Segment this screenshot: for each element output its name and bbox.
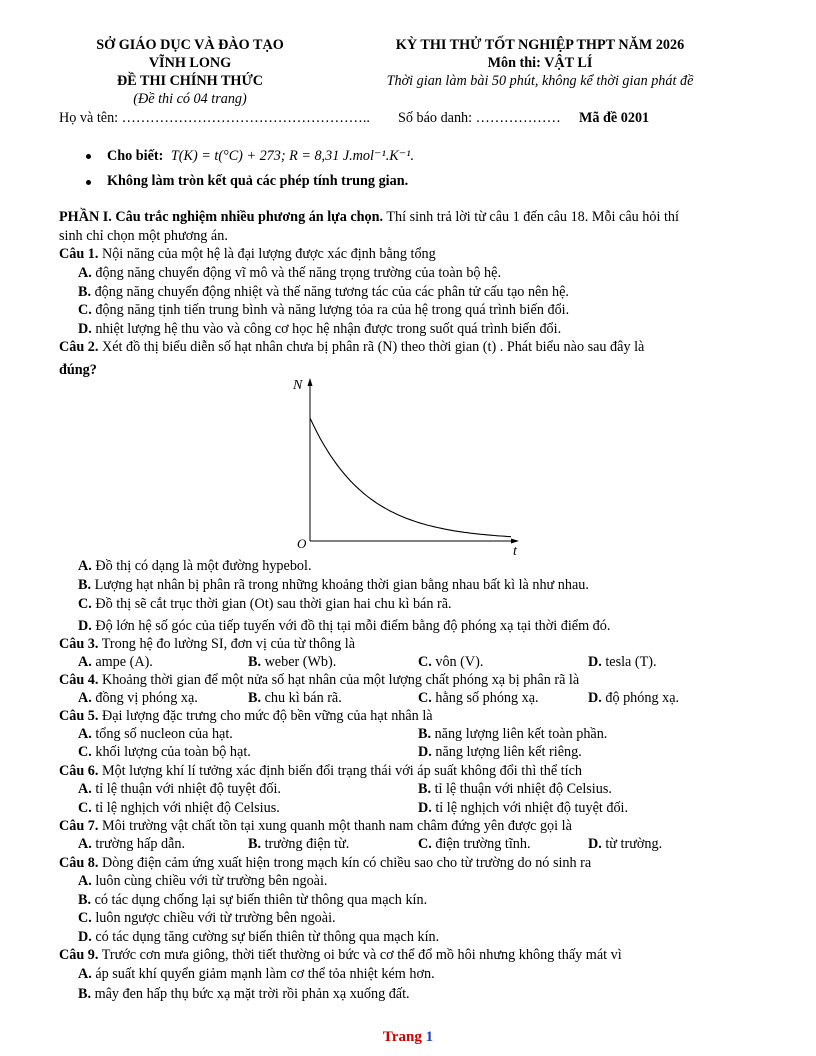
- q3-option-d[interactable]: [588, 654, 657, 671]
- q1-option-c[interactable]: [78, 302, 569, 319]
- option-label: A.: [78, 726, 92, 742]
- question-number: Câu 5.: [59, 708, 99, 724]
- option-label: A.: [78, 265, 92, 281]
- option-text: động năng tịnh tiến trung bình và năng lượng tỏa ra của hệ trong quá trình biến đổi.: [95, 302, 570, 318]
- option-label: C.: [78, 910, 92, 926]
- page-footer: [0, 1029, 816, 1046]
- question-number: Câu 4.: [59, 672, 99, 688]
- q4-option-a[interactable]: [78, 690, 198, 707]
- option-label: A.: [78, 836, 92, 852]
- q8-option-c[interactable]: [78, 910, 336, 927]
- question-number: Câu 1.: [59, 246, 99, 262]
- q8-option-a[interactable]: [78, 873, 327, 890]
- option-label: D.: [418, 744, 432, 760]
- question-number: Câu 6.: [59, 763, 99, 779]
- option-text: áp suất khí quyển giảm mạnh làm cơ thể tỏa nhiệt kém hơn.: [95, 966, 435, 982]
- option-label: A.: [78, 690, 92, 706]
- option-text: mây đen hấp thụ bức xạ mặt trời rồi phản xạ xuống đất.: [94, 986, 410, 1002]
- q3-option-c[interactable]: [418, 654, 483, 671]
- exam-title: KỲ THI THỬ TỐT NGHIỆP THPT NĂM 2026: [395, 37, 685, 53]
- bullet-icon: [86, 180, 91, 185]
- q3-option-a[interactable]: [78, 654, 153, 671]
- q1-option-b[interactable]: [78, 284, 569, 301]
- q5-option-a[interactable]: [78, 726, 233, 743]
- q1-option-d[interactable]: [78, 321, 561, 338]
- question-number: Câu 7.: [59, 818, 99, 834]
- page-label: Trang: [382, 1029, 422, 1045]
- q2-option-d[interactable]: [78, 618, 610, 635]
- q6-option-a[interactable]: [78, 781, 281, 798]
- option-label: B.: [78, 892, 92, 908]
- option-label: B.: [418, 726, 432, 742]
- option-text: năng lượng liên kết toàn phần.: [434, 726, 608, 742]
- section-heading: [59, 209, 679, 226]
- option-label: A.: [78, 966, 92, 982]
- option-text: luôn cùng chiều với từ trường bên ngoài.: [95, 873, 328, 889]
- option-text: tesla (T).: [605, 654, 657, 670]
- q7-option-a[interactable]: [78, 836, 185, 853]
- option-label: C.: [78, 800, 92, 816]
- option-text: động năng chuyển động vĩ mô và thế năng trọng trường của toàn bộ hệ.: [95, 265, 501, 281]
- section-instructions: Thí sinh trả lời từ câu 1 đến câu 18. Mỗi câu hỏi thí: [386, 209, 679, 225]
- option-label: C.: [78, 596, 92, 612]
- q4-option-c[interactable]: [418, 690, 539, 707]
- q7-option-c[interactable]: [418, 836, 531, 853]
- question-3: [59, 636, 355, 653]
- question-text: Một lượng khí lí tưởng xác định biến đổi trạng thái với áp suất không đổi thì thể tích: [101, 763, 582, 779]
- q6-option-c[interactable]: [78, 800, 280, 817]
- option-text: trường hấp dẫn.: [95, 836, 185, 852]
- exam-status: ĐỀ THI CHÍNH THỨC: [117, 73, 263, 89]
- option-text: năng lượng liên kết riêng.: [435, 744, 582, 760]
- question-9: [59, 947, 622, 964]
- option-text: điện trường tĩnh.: [435, 836, 531, 852]
- option-label: C.: [78, 744, 92, 760]
- candidate-name-field: Họ và tên: ……………………………………………..: [59, 110, 370, 126]
- x-axis-arrow-icon: [511, 539, 519, 544]
- question-6: [59, 763, 582, 780]
- exam-code: Mã đề 0201: [579, 110, 650, 126]
- option-label: A.: [78, 781, 92, 797]
- q9-option-b[interactable]: [78, 986, 410, 1003]
- question-8: [59, 855, 591, 872]
- q6-option-b[interactable]: [418, 781, 612, 798]
- option-text: weber (Wb).: [264, 654, 337, 670]
- candidate-id-field: Số báo danh: ………………: [398, 110, 561, 126]
- q9-option-a[interactable]: [78, 966, 435, 983]
- q8-option-b[interactable]: [78, 892, 427, 909]
- y-axis-arrow-icon: [308, 378, 313, 386]
- option-label: D.: [78, 929, 92, 945]
- origin-label: O: [297, 536, 307, 551]
- question-number: Câu 8.: [59, 855, 99, 871]
- option-label: A.: [78, 873, 92, 889]
- option-label: A.: [78, 654, 92, 670]
- option-text: chu kì bán rã.: [264, 690, 342, 706]
- question-number: Câu 9.: [59, 947, 99, 963]
- option-label: D.: [418, 800, 432, 816]
- option-text: từ trường.: [605, 836, 663, 852]
- option-text: tổng số nucleon của hạt.: [95, 726, 233, 742]
- question-4: [59, 672, 579, 689]
- bullet-icon: [86, 154, 91, 159]
- question-number: Câu 3.: [59, 636, 99, 652]
- q7-option-d[interactable]: [588, 836, 662, 853]
- option-text: tỉ lệ nghịch với nhiệt độ tuyệt đối.: [435, 800, 629, 816]
- option-text: đồng vị phóng xạ.: [95, 690, 198, 706]
- given-label: Cho biết:: [107, 148, 164, 164]
- question-number: Câu 2.: [59, 339, 99, 355]
- option-text: trường điện từ.: [264, 836, 350, 852]
- question-text: Dòng điện cảm ứng xuất hiện trong mạch kín có chiều sao cho từ trường do nó sinh ra: [101, 855, 592, 871]
- question-text: Nội năng của một hệ là đại lượng được xác định bằng tổng: [101, 246, 436, 262]
- x-axis-label: t: [513, 544, 517, 558]
- q4-option-d[interactable]: [588, 690, 679, 707]
- q4-option-b[interactable]: [248, 690, 342, 707]
- option-text: tỉ lệ thuận với nhiệt độ Celsius.: [434, 781, 612, 797]
- question-2-cont: đúng?: [59, 362, 97, 378]
- q6-option-d[interactable]: [418, 800, 628, 817]
- option-label: C.: [78, 302, 92, 318]
- option-label: B.: [78, 577, 92, 593]
- option-text: động năng chuyển động nhiệt và thế năng tương tác của các phân tử cấu tạo nên hệ.: [94, 284, 569, 300]
- page-count-note: (Đề thi có 04 trang): [133, 91, 247, 107]
- option-text: Đồ thị sẽ cắt trục thời gian (Ot) sau thời gian hai chu kì bán rã.: [95, 596, 452, 612]
- decay-graph: [273, 373, 528, 558]
- question-7: [59, 818, 572, 835]
- option-label: A.: [78, 558, 92, 574]
- option-label: C.: [418, 690, 432, 706]
- option-text: tỉ lệ thuận với nhiệt độ tuyệt đối.: [95, 781, 281, 797]
- option-label: B.: [78, 284, 92, 300]
- question-text: Trong hệ đo lường SI, đơn vị của từ thông là: [101, 636, 356, 652]
- q5-option-d[interactable]: [418, 744, 582, 761]
- option-text: nhiệt lượng hệ thu vào và công cơ học hệ nhận được trong suốt quá trình biến đổi.: [95, 321, 562, 337]
- q2-option-b[interactable]: [78, 577, 589, 594]
- q2-option-a[interactable]: [78, 558, 312, 575]
- option-text: Đồ thị có dạng là một đường hypebol.: [95, 558, 312, 574]
- question-5: [59, 708, 433, 725]
- given-formula: T(K) = t(°C) + 273; R = 8,31 J.mol⁻¹.K⁻¹.: [170, 148, 414, 164]
- question-text: Khoảng thời gian để một nửa số hạt nhân của một lượng chất phóng xạ bị phân rã là: [101, 672, 580, 688]
- option-text: ampe (A).: [95, 654, 153, 670]
- option-text: Lượng hạt nhân bị phân rã trong những khoảng thời gian bằng nhau bất kì là như nhau.: [94, 577, 589, 593]
- option-label: B.: [418, 781, 432, 797]
- option-label: B.: [248, 654, 262, 670]
- option-text: khối lượng của toàn bộ hạt.: [95, 744, 251, 760]
- section-instructions-cont: sinh chỉ chọn một phương án.: [59, 228, 228, 244]
- department-name: SỞ GIÁO DỤC VÀ ĐÀO TẠO: [96, 37, 284, 53]
- q8-option-d[interactable]: [78, 929, 439, 946]
- option-text: tỉ lệ nghịch với nhiệt độ Celsius.: [95, 800, 280, 816]
- option-label: B.: [78, 986, 92, 1002]
- option-label: B.: [248, 836, 262, 852]
- decay-curve: [310, 418, 511, 537]
- option-label: D.: [588, 690, 602, 706]
- question-text: Đại lượng đặc trưng cho mức độ bền vững của hạt nhân là: [101, 708, 433, 724]
- page-number: 1: [425, 1029, 434, 1045]
- option-label: D.: [78, 618, 92, 634]
- question-2: [59, 339, 644, 356]
- option-text: vôn (V).: [435, 654, 484, 670]
- q1-option-a[interactable]: [78, 265, 501, 282]
- time-allowed: Thời gian làm bài 50 phút, không kể thời gian phát đề: [386, 73, 694, 89]
- q2-option-c[interactable]: [78, 596, 452, 613]
- q5-option-c[interactable]: [78, 744, 251, 761]
- option-text: Độ lớn hệ số góc của tiếp tuyến với đồ thị tại mỗi điểm bằng độ phóng xạ tại thời điểm đó.: [95, 618, 611, 634]
- question-text: Trước cơn mưa giông, thời tiết thường oi bức và cơ thể đổ mồ hôi nhưng không thấy mát vì: [101, 947, 622, 963]
- option-label: D.: [78, 321, 92, 337]
- option-text: hằng số phóng xạ.: [435, 690, 539, 706]
- option-text: luôn ngược chiều với từ trường bên ngoài.: [95, 910, 336, 926]
- option-label: D.: [588, 654, 602, 670]
- rounding-note: Không làm tròn kết quả các phép tính trung gian.: [107, 173, 409, 189]
- given-constants: [107, 148, 414, 165]
- question-text: Môi trường vật chất tồn tại xung quanh một thanh nam châm đứng yên được gọi là: [101, 818, 572, 834]
- question-1: [59, 246, 436, 263]
- y-axis-label: N: [293, 378, 303, 393]
- q3-option-b[interactable]: [248, 654, 336, 671]
- q5-option-b[interactable]: [418, 726, 607, 743]
- option-label: B.: [248, 690, 262, 706]
- question-text: Xét đồ thị biểu diễn số hạt nhân chưa bị phân rã (N) theo thời gian (t) . Phát biểu nào sau đây là: [101, 339, 645, 355]
- section-title: PHẦN I. Câu trắc nghiệm nhiều phương án lựa chọn.: [59, 209, 384, 225]
- q7-option-b[interactable]: [248, 836, 349, 853]
- option-text: có tác dụng tăng cường sự biến thiên từ thông qua mạch kín.: [95, 929, 440, 945]
- option-label: D.: [588, 836, 602, 852]
- province-name: VĨNH LONG: [148, 55, 232, 71]
- option-text: độ phóng xạ.: [605, 690, 680, 706]
- subject: Môn thi: VẬT LÍ: [487, 55, 593, 71]
- option-label: C.: [418, 654, 432, 670]
- option-label: C.: [418, 836, 432, 852]
- option-text: có tác dụng chống lại sự biến thiên từ thông qua mạch kín.: [94, 892, 428, 908]
